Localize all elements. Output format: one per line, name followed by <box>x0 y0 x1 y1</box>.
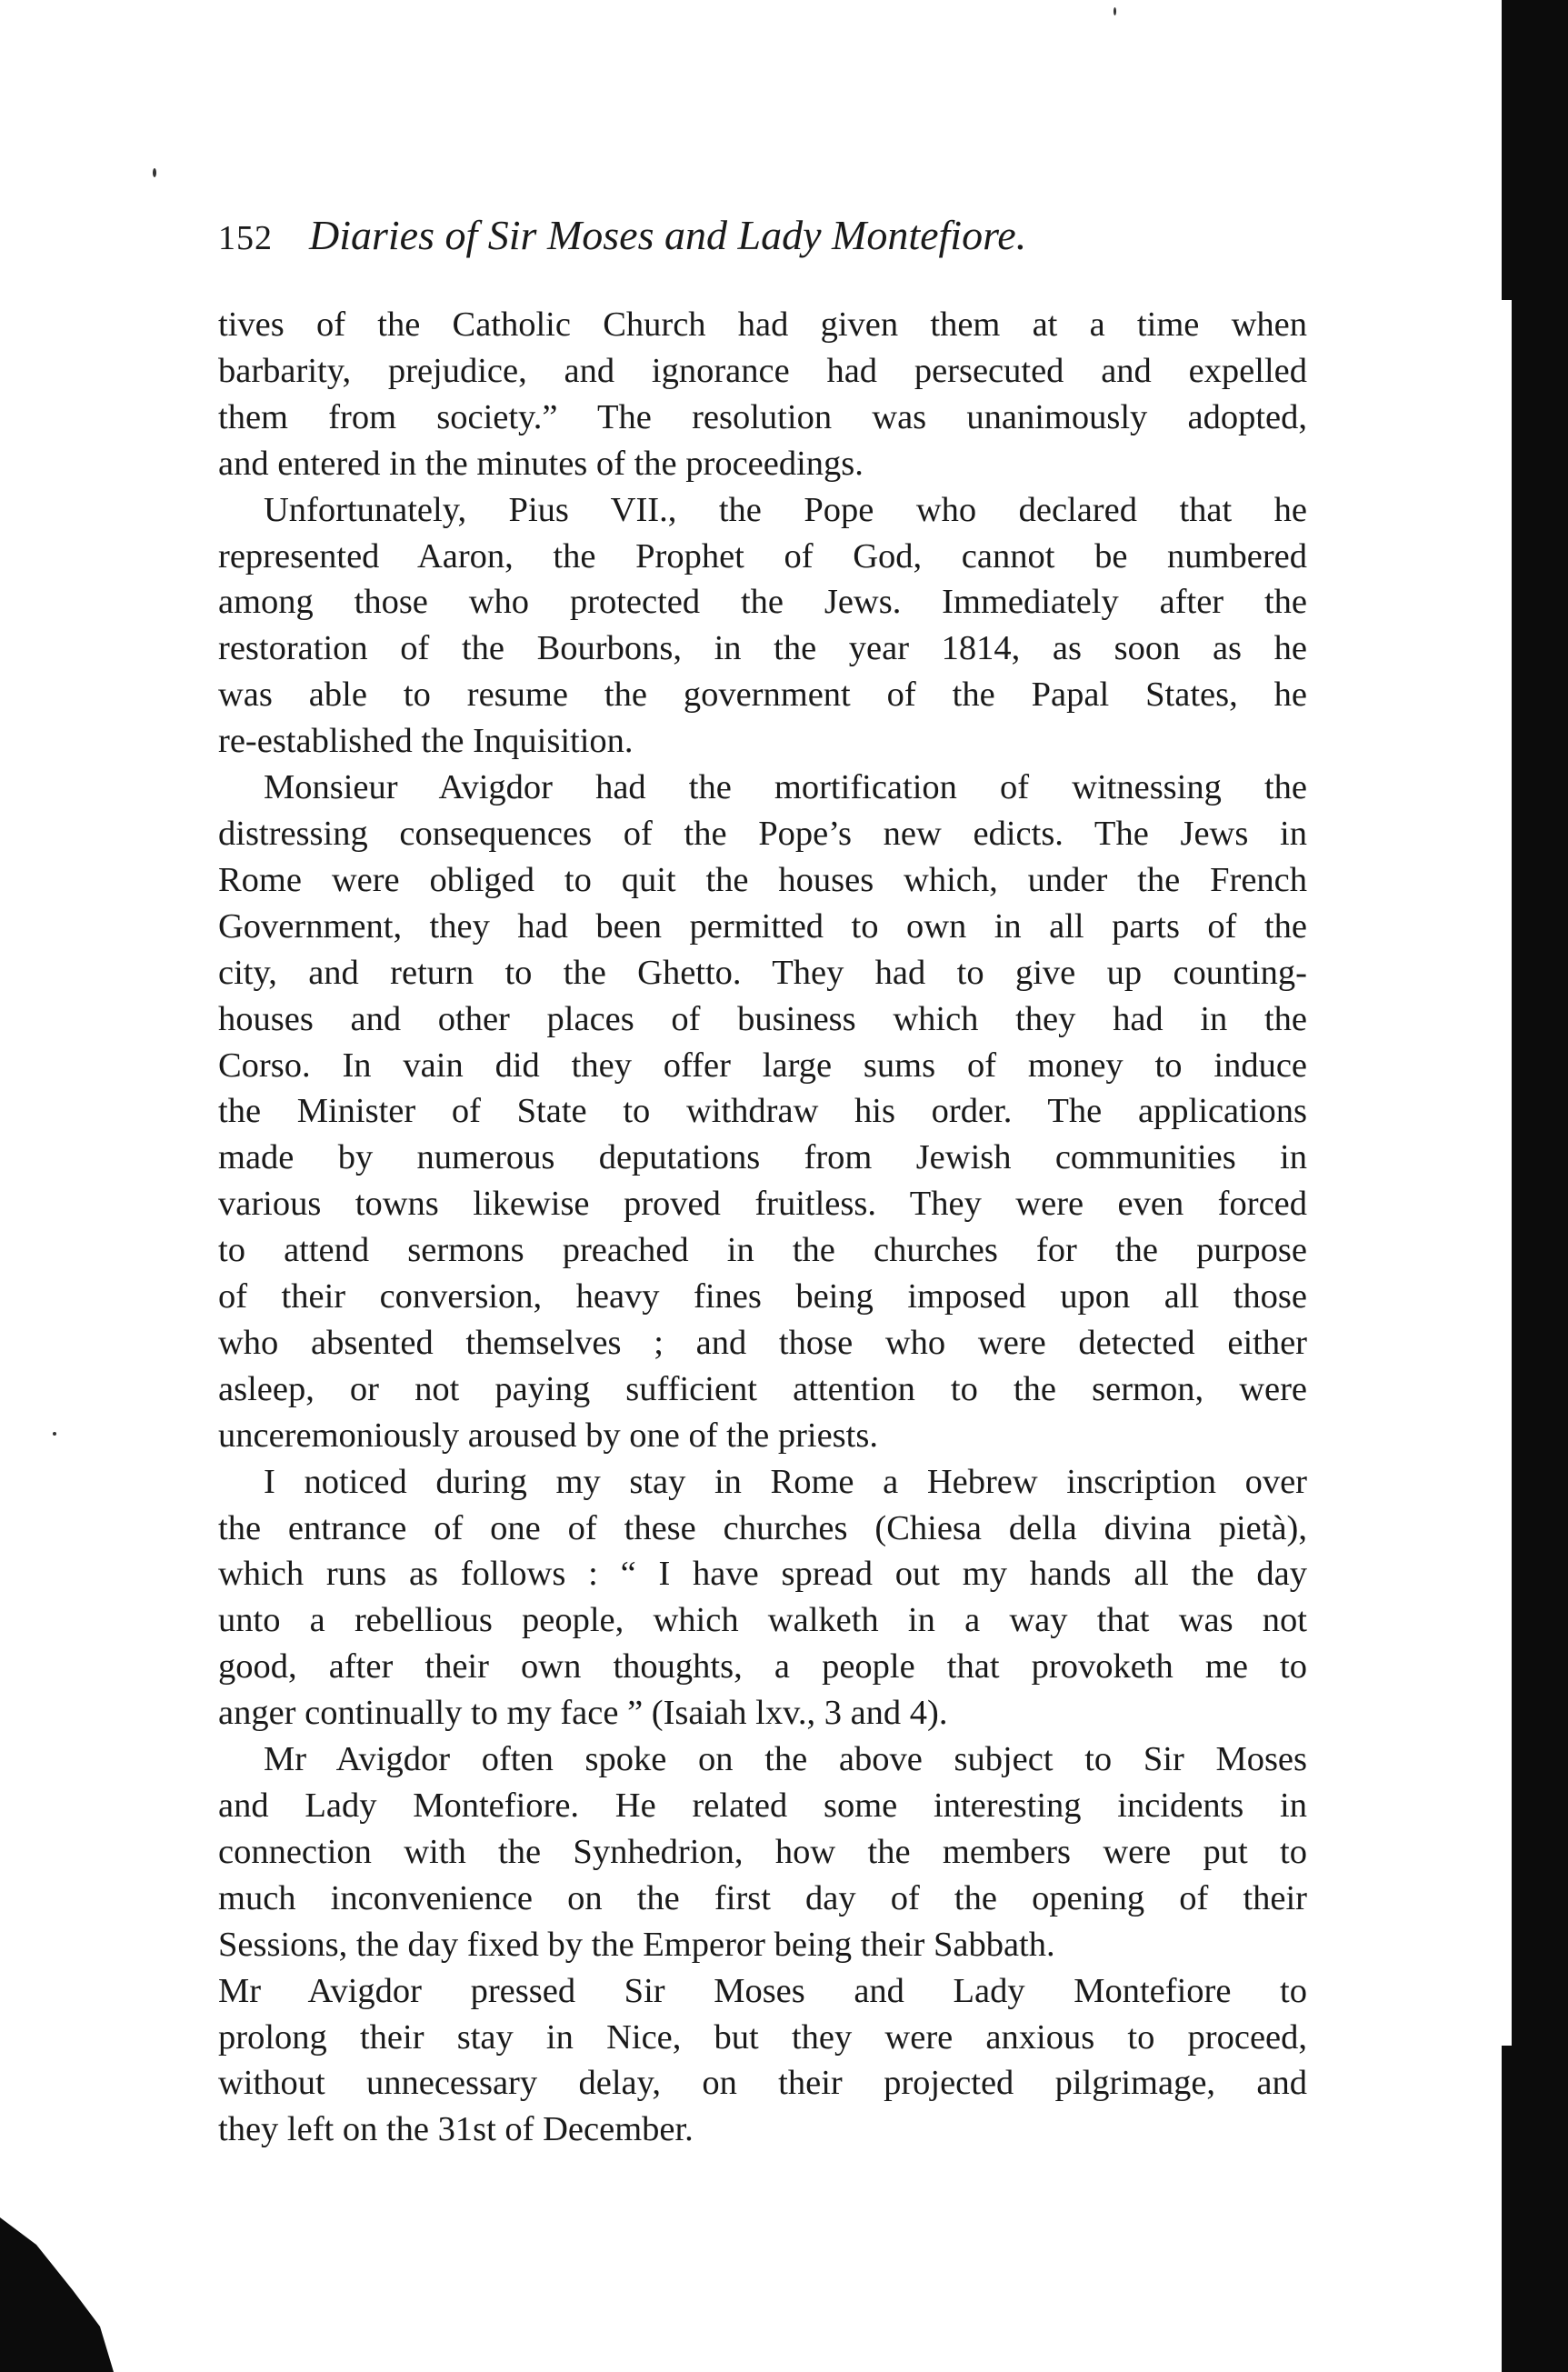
scan-speck <box>1114 7 1116 15</box>
text-line: unto a rebellious people, which walketh in a way that was not <box>218 1601 1307 1640</box>
text-line: I noticed during my stay in Rome a Hebrew inscription over <box>264 1462 1307 1501</box>
text-line: Corso. In vain did they offer large sums of money to induce <box>218 1046 1307 1085</box>
text-line: Mr Avigdor often spoke on the above subject to Sir Moses <box>264 1740 1307 1779</box>
text-line: Rome were obliged to quit the houses which, under the French <box>218 860 1307 899</box>
text-line: of their conversion, heavy fines being imposed upon all those <box>218 1277 1307 1316</box>
scan-speck <box>53 1432 56 1436</box>
text-line: the entrance of one of these churches (Chiesa della divina pietà), <box>218 1508 1307 1547</box>
paragraph <box>218 1968 1307 2154</box>
text-line: Monsieur Avigdor had the mortification of witnessing the <box>264 768 1307 807</box>
text-line: distressing consequences of the Pope’s new edicts. The Jews in <box>218 814 1307 853</box>
text-line: Government, they had been permitted to own in all parts of the <box>218 906 1307 946</box>
text-line: Unfortunately, Pius VII., the Pope who declared that he <box>264 490 1307 529</box>
text-line: barbarity, prejudice, and ignorance had persecuted and expelled <box>218 351 1307 390</box>
text-line: prolong their stay in Nice, but they were anxious to proceed, <box>218 2017 1307 2057</box>
text-line: houses and other places of business which they had in the <box>218 999 1307 1038</box>
text-line: among those who protected the Jews. Immediately after the <box>218 583 1307 622</box>
text-line: unceremoniously aroused by one of the priests. <box>218 1416 878 1455</box>
scan-edge-shadow-notch <box>1502 0 1518 300</box>
text-line: city, and return to the Ghetto. They had to give up counting- <box>218 953 1307 992</box>
text-line: and Lady Montefiore. He related some interesting incidents in <box>218 1787 1307 1825</box>
text-line: Mr Avigdor pressed Sir Moses and Lady Montefiore to <box>218 1971 1307 2010</box>
text-line: restoration of the Bourbons, in the year 1814, as soon as he <box>218 629 1307 668</box>
page-number: 152 <box>218 219 273 257</box>
text-line: re-established the Inquisition. <box>218 722 634 761</box>
text-line: much inconvenience on the first day of the opening of their <box>218 1878 1307 1917</box>
text-line: they left on the 31st of December. <box>218 2110 694 2149</box>
running-title: Diaries of Sir Moses and Lady Montefiore. <box>309 212 1027 258</box>
running-header <box>218 211 1026 259</box>
scan-edge-shadow <box>1512 0 1568 2372</box>
paragraph <box>218 1459 1307 1736</box>
scan-corner-shadow <box>0 2217 118 2372</box>
text-line: represented Aaron, the Prophet of God, cannot be numbered <box>218 536 1307 575</box>
text-line: made by numerous deputations from Jewish communities in <box>218 1138 1307 1177</box>
text-line: asleep, or not paying sufficient attention to the sermon, were <box>218 1369 1307 1408</box>
scan-edge-shadow-notch <box>1502 2046 1518 2372</box>
scan-speck <box>153 168 156 177</box>
text-line: to attend sermons preached in the churches for the purpose <box>218 1231 1307 1270</box>
text-line: good, after their own thoughts, a people that provoketh me to <box>218 1647 1307 1686</box>
text-line: tives of the Catholic Church had given them at a time when <box>218 305 1307 344</box>
paragraph <box>218 302 1307 487</box>
text-line: them from society.” The resolution was unanimously adopted, <box>218 397 1307 436</box>
body-text <box>218 302 1307 2153</box>
text-line: who absented themselves ; and those who were detected either <box>218 1323 1307 1362</box>
text-line: various towns likewise proved fruitless. They were even forced <box>218 1185 1307 1224</box>
text-line: and entered in the minutes of the proceedings. <box>218 444 864 483</box>
text-line: the Minister of State to withdraw his order. The applications <box>218 1092 1307 1131</box>
paragraph <box>218 1736 1307 1968</box>
text-line: Sessions, the day fixed by the Emperor being their Sabbath. <box>218 1925 1055 1964</box>
text-line: connection with the Synhedrion, how the members were put to <box>218 1832 1307 1871</box>
text-line: anger continually to my face ” (Isaiah lxv., 3 and 4). <box>218 1694 948 1733</box>
paragraph <box>218 487 1307 765</box>
text-line: without unnecessary delay, on their projected pilgrimage, and <box>218 2064 1307 2103</box>
paragraph <box>218 765 1307 1459</box>
text-line: was able to resume the government of the Papal States, he <box>218 676 1307 715</box>
text-line: which runs as follows : “ I have spread out my hands all the day <box>218 1555 1307 1594</box>
